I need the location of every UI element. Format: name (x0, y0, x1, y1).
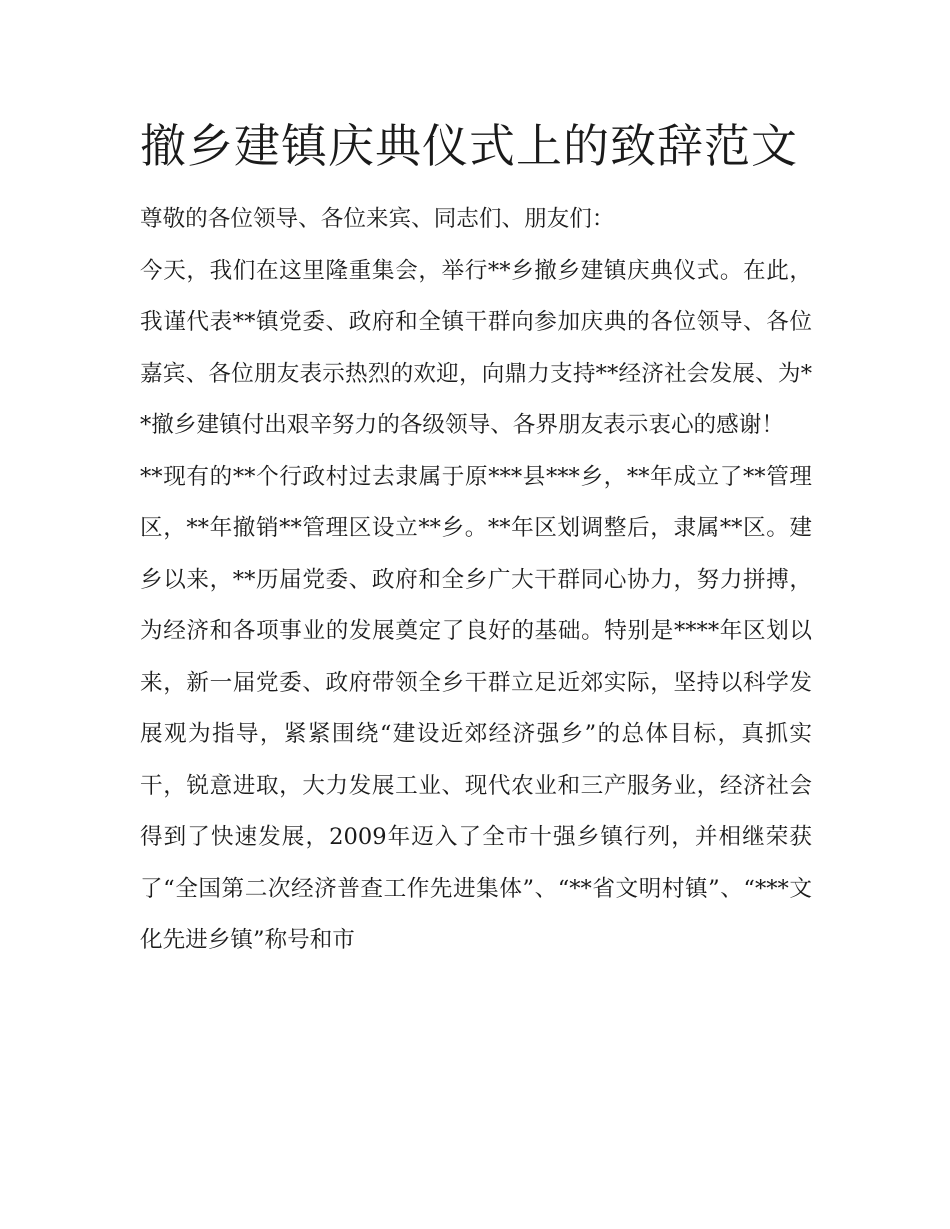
paragraph-salutation: 尊敬的各位领导、各位来宾、同志们、朋友们： (140, 206, 615, 232)
paragraph-welcome: 今天，我们在这里隆重集会，举行**乡撤乡建镇庆典仪式。在此，我谨代表**镇党委、政府和全镇干群向参加庆典的各位领导、各位嘉宾、各位朋友表示热烈的欢迎，向鼎力支持**经济社会发展、为**撤乡建镇付出艰辛努力的各级领导、各界朋友表示衷心的感谢！ (140, 257, 812, 438)
document-content (140, 112, 812, 967)
document-body (140, 194, 812, 967)
document-title: 撤乡建镇庆典仪式上的致辞范文 (140, 119, 798, 173)
paragraph-history: **现有的**个行政村过去隶属于原***县***乡，**年成立了**管理区，**年撤销**管理区设立**乡。**年区划调整后，隶属**区。建乡以来，**历届党委、政府和全乡广大干群同心协力，努力拼搏，为经济和各项事业的发展奠定了良好的基础。特别是****年区划以来，新一届党委、政府带领全乡干群立足近郊实际，坚持以科学发展观为指导，紧紧围绕“建设近郊经济强乡”的总体目标，真抓实干，锐意进取，大力发展工业、现代农业和三产服务业，经济社会得到了快速发展，2009年迈入了全市十强乡镇行列，并相继荣获了“全国第二次经济普查工作先进集体”、“**省文明村镇”、“***文化先进乡镇”称号和市 (140, 463, 812, 953)
